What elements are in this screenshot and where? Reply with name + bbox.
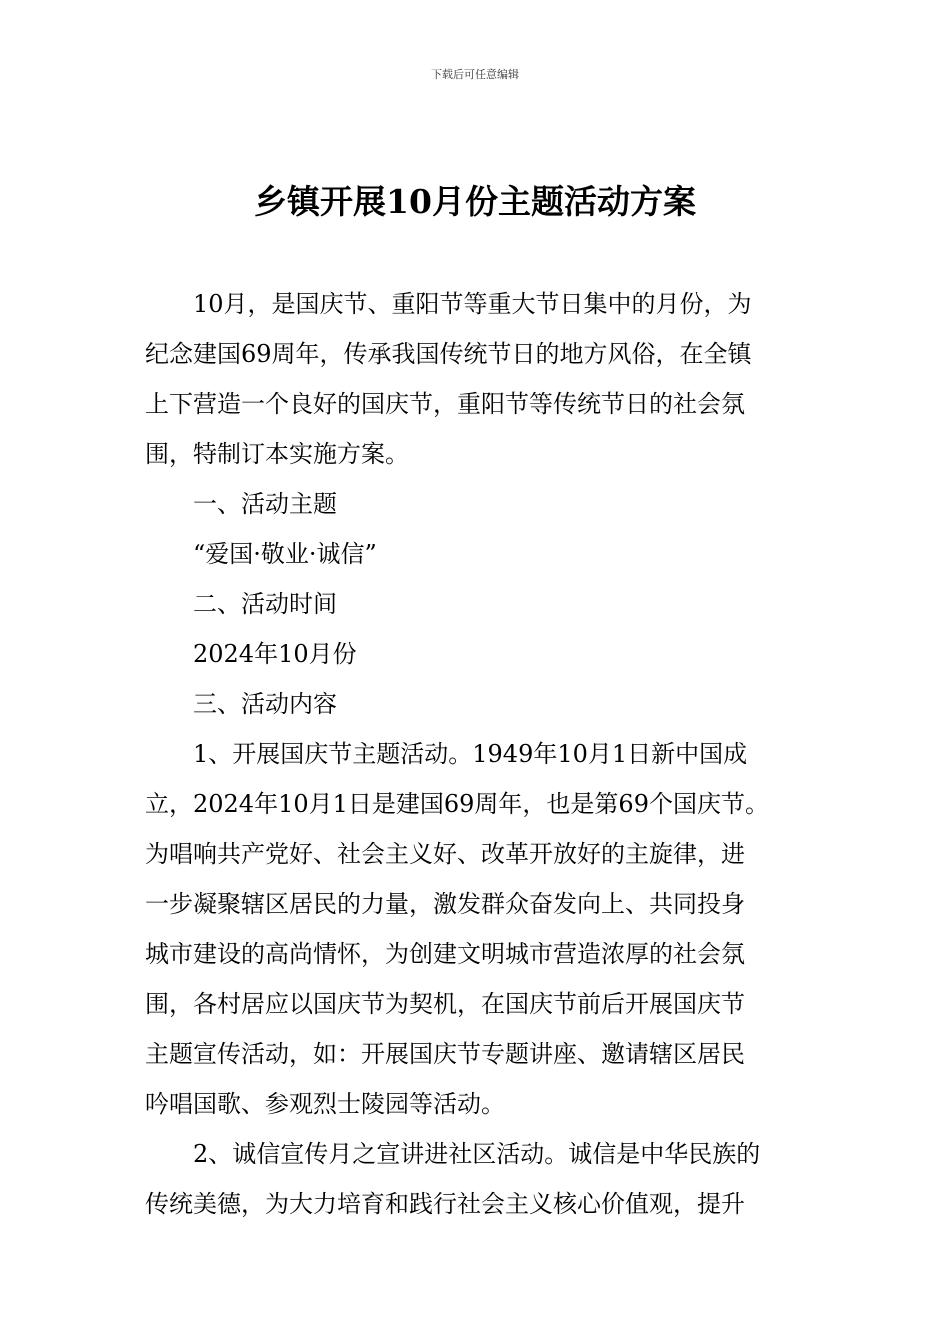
section-heading: 一、活动主题 [193,490,337,518]
paragraph-line: 主题宣传活动，如：开展国庆节专题讲座、邀请辖区居民 [145,1040,745,1068]
paragraph-line: 为唱响共产党好、社会主义好、改革开放好的主旋律，进 [145,840,745,868]
paragraph-line: 立，2024年10月1日是建国69周年，也是第69个国庆节。 [145,790,769,818]
paragraph-line: 围，各村居应以国庆节为契机，在国庆节前后开展国庆节 [145,990,745,1018]
paragraph-line: 传统美德，为大力培育和践行社会主义核心价值观，提升 [145,1190,745,1218]
paragraph-line: “爱国·敬业·诚信” [193,540,377,568]
paragraph-line: 10月，是国庆节、重阳节等重大节日集中的月份，为 [193,290,752,318]
paragraph-line: 城市建设的高尚情怀，为创建文明城市营造浓厚的社会氛 [145,940,745,968]
paragraph-line: 纪念建国69周年，传承我国传统节日的地方风俗，在全镇 [145,340,752,368]
paragraph-line: 围，特制订本实施方案。 [145,440,409,468]
document-body [145,279,825,1229]
paragraph-line: 2、诚信宣传月之宣讲进社区活动。诚信是中华民族的 [193,1140,761,1168]
section-heading: 二、活动时间 [193,590,337,618]
paragraph-line: 1、开展国庆节主题活动。1949年10月1日新中国成 [193,740,748,768]
paragraph-line: 一步凝聚辖区居民的力量，激发群众奋发向上、共同投身 [145,890,745,918]
paragraph-line: 上下营造一个良好的国庆节，重阳节等传统节日的社会氛 [145,390,745,418]
paragraph-line: 2024年10月份 [193,640,357,668]
section-heading: 三、活动内容 [193,690,337,718]
paragraph-line: 吟唱国歌、参观烈士陵园等活动。 [145,1090,505,1118]
document-title: 乡镇开展10月份主题活动方案 [254,182,696,221]
header-note: 下载后可任意编辑 [431,68,519,81]
